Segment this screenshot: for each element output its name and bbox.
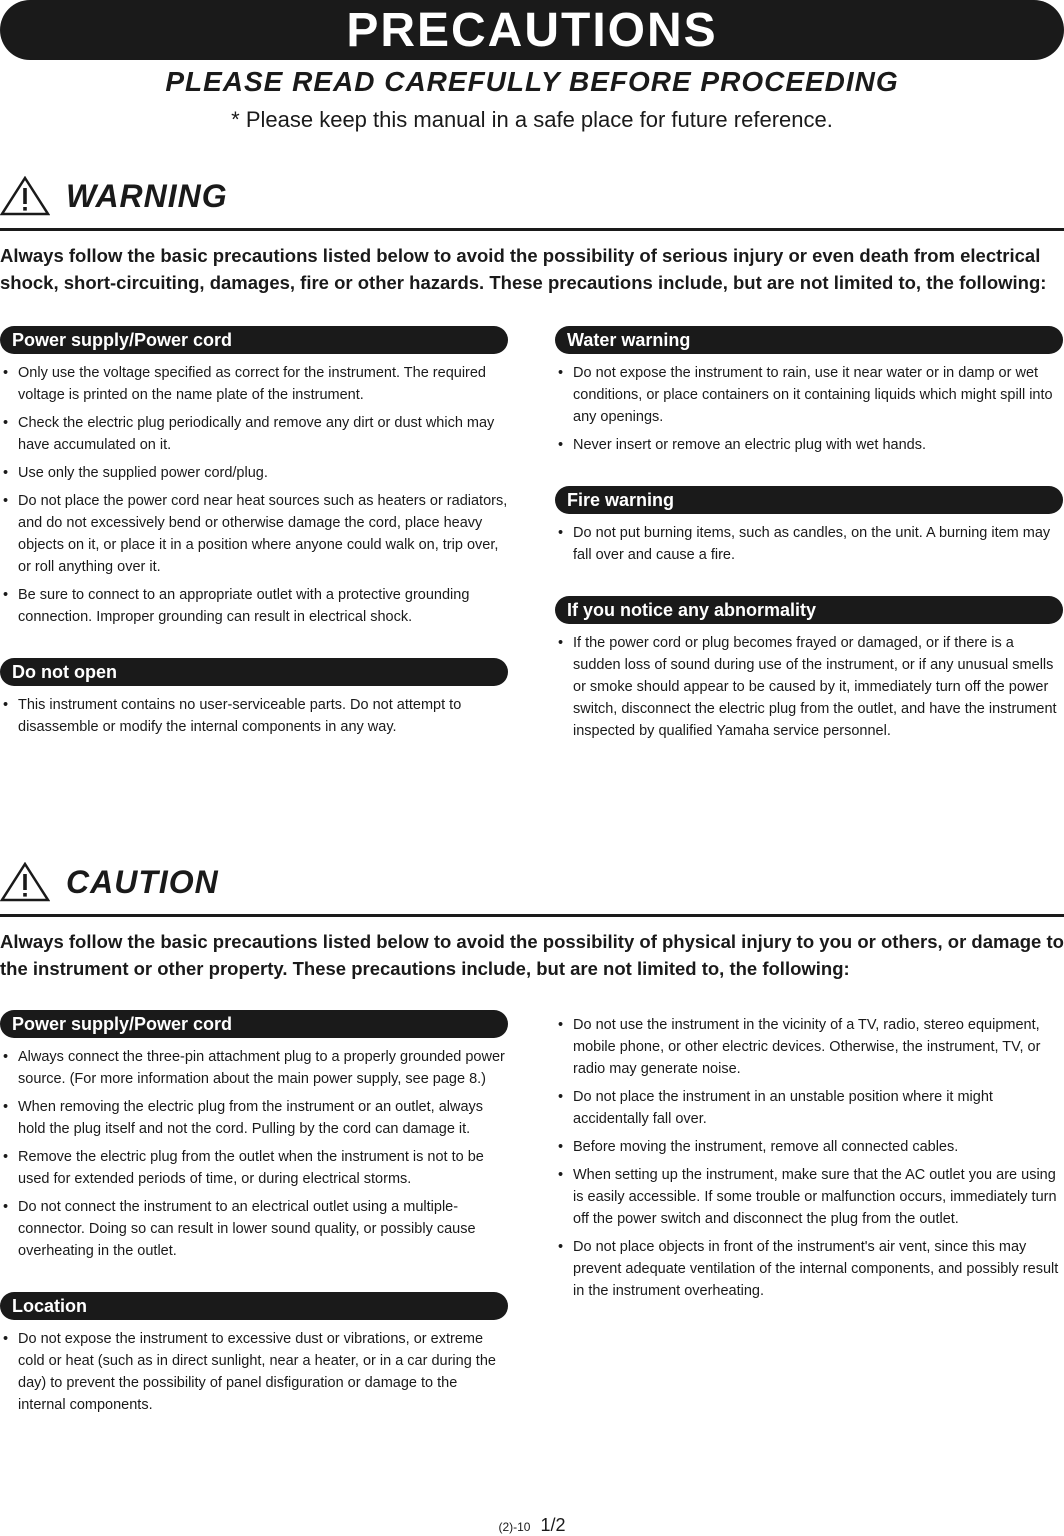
bullet-list [555,1014,1063,1302]
caution-right-column [555,1014,1063,1308]
list-item: • Do not place objects in front of the instrument's air vent, since this may prevent adequate ventilation of the internal components, and possibly result in the instrument overheating. [555,1236,1063,1302]
caution-divider [0,914,1064,917]
list-item: • Do not expose the instrument to excessive dust or vibrations, or extreme cold or heat (such as in direct sunlight, near a heater, or in a car during the day) to prevent the possibility of panel disfiguration or damage to the internal components. [0,1328,508,1416]
page-footer [0,1515,1064,1536]
section-pill: Water warning [555,326,1063,354]
bullet-list [0,1328,508,1416]
warning-left-column [0,326,508,768]
footer-code: (2)-10 [498,1520,531,1534]
reference-note: * Please keep this manual in a safe place for future reference. [231,107,833,132]
bullet-list [555,522,1063,566]
warning-group-power [0,326,508,628]
caution-intro: Always follow the basic precautions listed below to avoid the possibility of physical injury to you or others, or damage to the instrument or other property. These precautions include, but are not limited to, the following: [0,931,1064,979]
list-item: • Do not expose the instrument to rain, use it near water or in damp or wet conditions, or place containers on it containing liquids which might spill into any openings. [555,362,1063,428]
list-item: • If the power cord or plug becomes frayed or damaged, or if there is a sudden loss of sound during use of the instrument, or if any unusual smells or smoke should appear to be caused by it, immediately turn off the power switch, disconnect the electric plug from the outlet, and have the instrument inspected by qualified Yamaha service personnel. [555,632,1063,742]
warning-divider [0,228,1064,231]
list-item: • Do not connect the instrument to an electrical outlet using a multiple-connector. Doing so can result in lower sound quality, or possibly cause overheating in the outlet. [0,1196,508,1262]
warning-group-water [555,326,1063,456]
section-pill: If you notice any abnormality [555,596,1063,624]
list-item: • Always connect the three-pin attachment plug to a properly grounded power source. (For more information about the main power supply, see page 8.) [0,1046,508,1090]
page-number: 1/2 [540,1515,566,1535]
bullet-list [0,694,508,738]
list-item: • Before moving the instrument, remove all connected cables. [555,1136,1063,1158]
warning-group-do-not-open [0,658,508,738]
caution-heading [0,862,1064,902]
list-item: • Only use the voltage specified as correct for the instrument. The required voltage is printed on the name plate of the instrument. [0,362,508,406]
section-pill: Do not open [0,658,508,686]
list-item: • Never insert or remove an electric plug with wet hands. [555,434,1063,456]
warning-label: WARNING [66,178,228,214]
caution-triangle-icon [0,862,50,902]
page-title-bar [0,0,1064,60]
page-title: PRECAUTIONS [346,3,718,57]
section-pill: Power supply/Power cord [0,1010,508,1038]
section-pill: Location [0,1292,508,1320]
warning-intro: Always follow the basic precautions listed below to avoid the possibility of serious injury or even death from electrical shock, short-circuiting, damages, fire or other hazards. These precautions include, but are not limited to, the following: [0,245,1047,293]
list-item: • Do not use the instrument in the vicinity of a TV, radio, stereo equipment, mobile phone, or other electric devices. Otherwise, the instrument, TV, or radio may generate noise. [555,1014,1063,1080]
list-item: • Remove the electric plug from the outlet when the instrument is not to be used for extended periods of time, or during electrical storms. [0,1146,508,1190]
caution-label: CAUTION [66,864,219,900]
list-item: • Check the electric plug periodically and remove any dirt or dust which may have accumulated on it. [0,412,508,456]
section-pill: Power supply/Power cord [0,326,508,354]
list-item: • Do not put burning items, such as candles, on the unit. A burning item may fall over and cause a fire. [555,522,1063,566]
list-item: • This instrument contains no user-serviceable parts. Do not attempt to disassemble or modify the internal components in any way. [0,694,508,738]
list-item: • When setting up the instrument, make sure that the AC outlet you are using is easily accessible. If some trouble or malfunction occurs, immediately turn off the power switch and disconnect the plug from the outlet. [555,1164,1063,1230]
warning-group-abnormality [555,596,1063,742]
subtitle: PLEASE READ CAREFULLY BEFORE PROCEEDING [165,66,899,97]
caution-group-power [0,1010,508,1262]
list-item: • Be sure to connect to an appropriate outlet with a protective grounding connection. Improper grounding can result in electrical shock. [0,584,508,628]
warning-group-fire [555,486,1063,566]
section-pill: Fire warning [555,486,1063,514]
warning-triangle-icon [0,176,50,216]
bullet-list [555,362,1063,456]
list-item: • Do not place the power cord near heat sources such as heaters or radiators, and do not excessively bend or otherwise damage the cord, place heavy objects on it, or place it in a position where anyone could walk on, trip over, or roll anything over it. [0,490,508,578]
list-item: • Do not place the instrument in an unstable position where it might accidentally fall over. [555,1086,1063,1130]
caution-group-location [0,1292,508,1416]
bullet-list [555,632,1063,742]
bullet-list [0,362,508,628]
bullet-list [0,1046,508,1262]
warning-right-column [555,326,1063,772]
list-item: • Use only the supplied power cord/plug. [0,462,508,484]
list-item: • When removing the electric plug from the instrument or an outlet, always hold the plug itself and not the cord. Pulling by the cord can damage it. [0,1096,508,1140]
caution-left-column [0,1010,508,1446]
warning-heading [0,176,1064,216]
